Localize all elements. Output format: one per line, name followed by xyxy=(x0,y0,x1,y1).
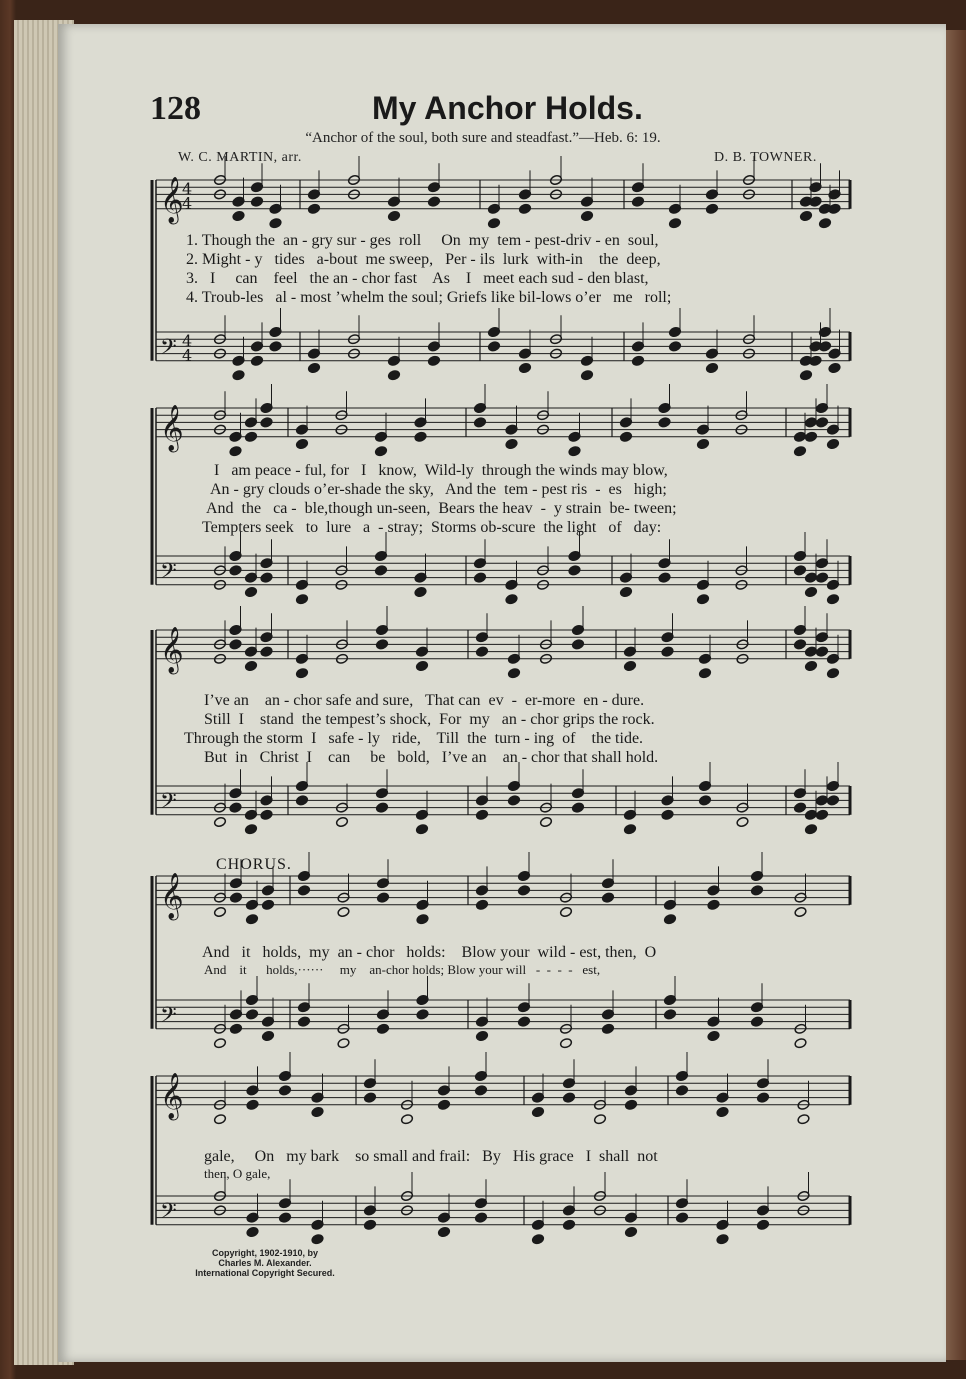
bass-clef: 𝄢 xyxy=(160,558,177,589)
notehead xyxy=(229,639,242,650)
notehead xyxy=(229,565,242,576)
notehead xyxy=(363,1219,376,1230)
verse-line: And the ca - ble,though un-seen, Bears the heav - y strain be- tween; xyxy=(206,500,677,517)
verse-line: Still I stand the tempest’s shock, For my an - chor grips the rock. xyxy=(204,711,655,728)
notehead xyxy=(531,1106,544,1117)
verse-line: I’ve an an - chor safe and sure, That can ev - er-more en - dure. xyxy=(204,692,645,709)
notehead xyxy=(631,355,644,366)
notehead xyxy=(474,1085,487,1096)
notehead xyxy=(295,668,308,679)
notehead xyxy=(668,218,681,229)
notehead xyxy=(799,210,812,221)
notehead xyxy=(487,341,500,352)
notehead xyxy=(696,594,709,605)
notehead xyxy=(414,431,427,442)
notehead xyxy=(475,1030,488,1041)
notehead xyxy=(311,1106,324,1117)
composer-credit: D. B. TOWNER. xyxy=(714,150,817,165)
notehead xyxy=(232,210,245,221)
notehead xyxy=(473,417,486,428)
notehead xyxy=(269,341,282,352)
notehead xyxy=(826,438,839,449)
notehead xyxy=(593,1114,606,1125)
notehead xyxy=(375,802,388,813)
notehead xyxy=(624,1099,637,1110)
notehead xyxy=(387,370,400,381)
treble-clef: 𝄞 xyxy=(160,176,184,223)
notehead xyxy=(559,906,572,917)
notehead xyxy=(562,1092,575,1103)
verse-line: Through the storm I safe - ly ride, Till the turn - ing of the tide. xyxy=(184,730,644,747)
notehead xyxy=(245,1009,258,1020)
notehead xyxy=(828,362,841,373)
copyright-notice xyxy=(180,1248,350,1278)
notehead xyxy=(307,203,320,214)
notehead xyxy=(826,668,839,679)
notehead xyxy=(815,809,828,820)
notehead xyxy=(269,218,282,229)
notehead xyxy=(244,660,257,671)
notehead xyxy=(793,639,806,650)
notehead xyxy=(799,370,812,381)
time-signature: 4 xyxy=(182,179,193,199)
chorus-echo-lyric: And it holds,······ my an-chor holds; Blow your will - - - - est, xyxy=(204,962,601,977)
chorus-lyric: gale, On my bark so small and frail: By His grace I shall not xyxy=(204,1148,658,1165)
notehead xyxy=(793,446,806,457)
chorus-lyric: And it holds, my an - chor holds: Blow your wild - est, then, O xyxy=(202,944,657,961)
notehead xyxy=(661,809,674,820)
notehead xyxy=(531,1234,544,1245)
notehead xyxy=(793,802,806,813)
verse-line: 3. I can feel the an - chor fast As I meet each sud - den blast, xyxy=(186,270,649,287)
verse-line: 2. Might - y tides a-bout me sweep, Per - ils lurk with-in the deep, xyxy=(186,251,661,268)
notehead xyxy=(750,1016,763,1027)
notehead xyxy=(374,446,387,457)
notehead xyxy=(663,1009,676,1020)
notehead xyxy=(337,1038,350,1049)
notehead xyxy=(623,660,636,671)
notehead xyxy=(213,816,226,827)
notehead xyxy=(601,1023,614,1034)
notehead xyxy=(518,362,531,373)
notehead xyxy=(568,565,581,576)
notehead xyxy=(804,586,817,597)
notehead xyxy=(250,355,263,366)
notehead xyxy=(750,885,763,896)
notehead xyxy=(716,1234,729,1245)
notehead xyxy=(213,1114,226,1125)
notehead xyxy=(374,565,387,576)
notehead xyxy=(260,572,273,583)
notehead xyxy=(698,795,711,806)
notehead xyxy=(707,899,720,910)
notehead xyxy=(278,1085,291,1096)
notehead xyxy=(539,816,552,827)
notehead xyxy=(794,1038,807,1049)
notehead xyxy=(246,1099,259,1110)
notehead xyxy=(631,196,644,207)
chorus-echo-lyric: then, O gale, xyxy=(204,1166,271,1181)
notehead xyxy=(244,586,257,597)
notehead xyxy=(261,899,274,910)
notehead xyxy=(297,1016,310,1027)
verse-line: But in Christ I can be bold, I’ve an an - chor that shall hold. xyxy=(204,749,659,766)
notehead xyxy=(487,218,500,229)
notehead xyxy=(376,1023,389,1034)
notehead xyxy=(416,1009,429,1020)
notehead xyxy=(663,914,676,925)
notehead xyxy=(571,802,584,813)
notehead xyxy=(261,1030,274,1041)
notehead xyxy=(658,417,671,428)
bass-clef: 𝄢 xyxy=(160,788,177,819)
notehead xyxy=(568,446,581,457)
notehead xyxy=(716,1106,729,1117)
notehead xyxy=(794,906,807,917)
notehead xyxy=(311,1234,324,1245)
bass-clef: 𝄢 xyxy=(160,1002,177,1033)
hymn-number: 128 xyxy=(150,90,201,127)
notehead xyxy=(213,906,226,917)
notehead xyxy=(756,1092,769,1103)
notehead xyxy=(229,1023,242,1034)
notehead xyxy=(793,565,806,576)
notehead xyxy=(387,210,400,221)
lyricist-credit: W. C. MARTIN, arr. xyxy=(178,150,302,165)
notehead xyxy=(295,795,308,806)
notehead xyxy=(244,824,257,835)
notehead xyxy=(278,1212,291,1223)
notehead xyxy=(505,438,518,449)
treble-clef: 𝄞 xyxy=(160,404,184,451)
notehead xyxy=(668,341,681,352)
verse-line: 4. Troub-les al - most ’whelm the soul; Griefs like bil-lows o’er me roll; xyxy=(186,289,672,306)
notehead xyxy=(250,196,263,207)
notehead xyxy=(517,885,530,896)
notehead xyxy=(559,1038,572,1049)
treble-clef: 𝄞 xyxy=(160,872,184,919)
notehead xyxy=(818,218,831,229)
notehead xyxy=(229,802,242,813)
notehead xyxy=(804,431,817,442)
bass-clef: 𝄢 xyxy=(160,1198,177,1229)
notehead xyxy=(815,646,828,657)
notehead xyxy=(307,362,320,373)
notehead xyxy=(562,1219,575,1230)
copyright-line: Copyright, 1902-1910, by xyxy=(211,1248,319,1258)
treble-clef: 𝄞 xyxy=(160,626,184,673)
notehead xyxy=(232,370,245,381)
notehead xyxy=(661,646,674,657)
notehead xyxy=(619,586,632,597)
notehead xyxy=(229,446,242,457)
notehead xyxy=(517,1016,530,1027)
chorus-label: CHORUS. xyxy=(216,856,292,873)
copyright-line: International Copyright Secured. xyxy=(195,1268,335,1278)
notehead xyxy=(624,1226,637,1237)
notehead xyxy=(571,639,584,650)
notehead xyxy=(804,824,817,835)
notehead xyxy=(507,668,520,679)
notehead xyxy=(337,906,350,917)
notehead xyxy=(507,795,520,806)
notehead xyxy=(473,572,486,583)
verse-line: An - gry clouds o’er-shade the sky, And the tem - pest ris - es high; xyxy=(210,481,667,498)
notehead xyxy=(475,646,488,657)
hymn-title: My Anchor Holds. xyxy=(372,90,643,126)
verse-line: 1. Though the an - gry sur - ges roll On my tem - pest-driv - en soul, xyxy=(186,232,659,249)
notehead xyxy=(826,795,839,806)
notehead xyxy=(756,1219,769,1230)
verse-line: I am peace - ful, for I know, Wild-ly through the winds may blow, xyxy=(214,462,668,479)
notehead xyxy=(696,438,709,449)
notehead xyxy=(295,594,308,605)
treble-clef: 𝄞 xyxy=(160,1072,184,1119)
notehead xyxy=(705,203,718,214)
time-signature: 4 xyxy=(182,345,193,365)
notehead xyxy=(335,816,348,827)
notehead xyxy=(675,1212,688,1223)
notehead xyxy=(297,885,310,896)
notehead xyxy=(260,809,273,820)
time-signature: 4 xyxy=(182,193,193,213)
notehead xyxy=(815,417,828,428)
notehead xyxy=(580,370,593,381)
notehead xyxy=(244,431,257,442)
notehead xyxy=(580,210,593,221)
notehead xyxy=(213,1038,226,1049)
notehead xyxy=(260,417,273,428)
copyright-line: Charles M. Alexander. xyxy=(218,1258,312,1268)
notehead xyxy=(707,1030,720,1041)
notehead xyxy=(414,586,427,597)
notehead xyxy=(437,1099,450,1110)
notehead xyxy=(474,1212,487,1223)
notehead xyxy=(295,438,308,449)
epigraph: “Anchor of the soul, both sure and steadfast.”—Heb. 6: 19. xyxy=(305,130,661,146)
notehead xyxy=(475,809,488,820)
notehead xyxy=(415,824,428,835)
time-signature: 4 xyxy=(182,331,193,351)
notehead xyxy=(736,816,749,827)
bass-clef: 𝄢 xyxy=(160,334,177,365)
notehead xyxy=(804,660,817,671)
notehead xyxy=(623,824,636,835)
notehead xyxy=(675,1085,688,1096)
notehead xyxy=(601,892,614,903)
notehead xyxy=(705,362,718,373)
notehead xyxy=(658,572,671,583)
verse-line: Tempters seek to lure a - stray; Storms ob-scure the light of day: xyxy=(202,519,662,536)
notehead xyxy=(246,1226,259,1237)
notehead xyxy=(797,1114,810,1125)
notehead xyxy=(475,899,488,910)
notehead xyxy=(619,431,632,442)
notehead xyxy=(416,914,429,925)
notehead xyxy=(505,594,518,605)
notehead xyxy=(363,1092,376,1103)
notehead xyxy=(427,355,440,366)
notehead xyxy=(518,203,531,214)
notehead xyxy=(415,660,428,671)
notehead xyxy=(375,639,388,650)
notehead xyxy=(229,892,242,903)
notehead xyxy=(815,572,828,583)
notehead xyxy=(427,196,440,207)
notehead xyxy=(698,668,711,679)
notehead xyxy=(400,1114,413,1125)
notehead xyxy=(245,914,258,925)
notehead xyxy=(437,1226,450,1237)
notehead xyxy=(260,646,273,657)
notehead xyxy=(376,892,389,903)
notehead xyxy=(826,594,839,605)
